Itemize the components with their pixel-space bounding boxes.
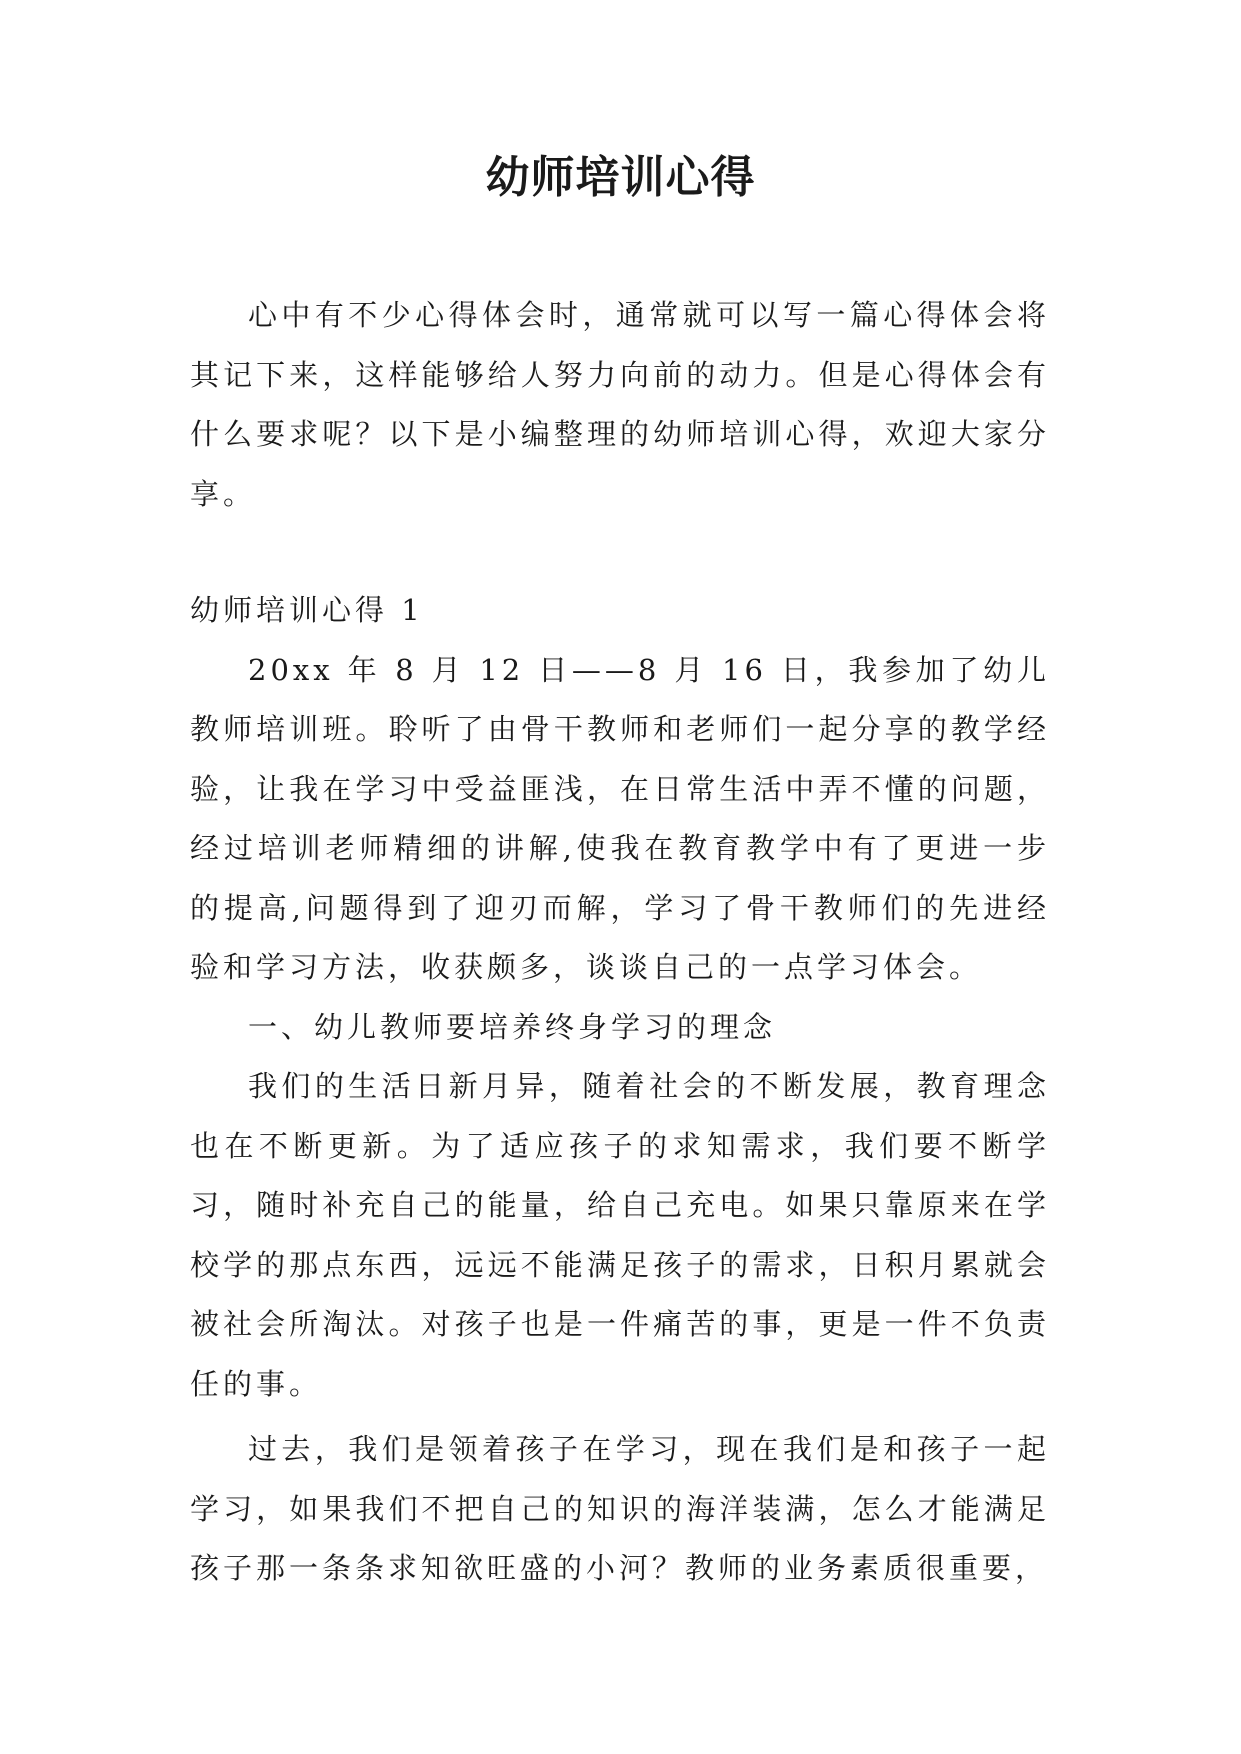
document-title: 幼师培训心得 (485, 152, 756, 203)
intro-paragraph: 心中有不少心得体会时，通常就可以写一篇心得体会将其记下来，这样能够给人努力向前的动力。但是心得体会有什么要求呢？以下是小编整理的幼师培训心得，欢迎大家分享。 (190, 298, 1050, 511)
body-paragraph: 20xx 年 8 月 12 日——8 月 16 日，我参加了幼儿教师培训班。聆听了由骨干教师和老师们一起分享的教学经验，让我在学习中受益匪浅，在日常生活中弄不懂的问题，经过培训老师精细的讲解,使我在教育教学中有了更进一步的提高,问题得到了迎刃而解，学习了骨干教师们的先进经验和学习方法，收获颇多，谈谈自己的一点学习体会。 (190, 652, 1050, 984)
subheading-paragraph: 一、幼儿教师要培养终身学习的理念 (248, 1009, 777, 1044)
document-body (190, 286, 1050, 1599)
section-spacer (190, 524, 1050, 581)
body-paragraph: 我们的生活日新月异，随着社会的不断发展，教育理念也在不断更新。为了适应孩子的求知需求，我们要不断学习，随时补充自己的能量，给自己充电。如果只靠原来在学校学的那点东西，远远不能满足孩子的需求，日积月累就会被社会所淘汰。对孩子也是一件痛苦的事，更是一件不负责任的事。 (190, 1069, 1050, 1401)
section-heading: 幼师培训心得 1 (190, 593, 424, 627)
body-paragraph: 过去，我们是领着孩子在学习，现在我们是和孩子一起学习，如果我们不把自己的知识的海洋装满，怎么才能满足孩子那一条条求知欲旺盛的小河？教师的业务素质很重要， (190, 1432, 1050, 1585)
